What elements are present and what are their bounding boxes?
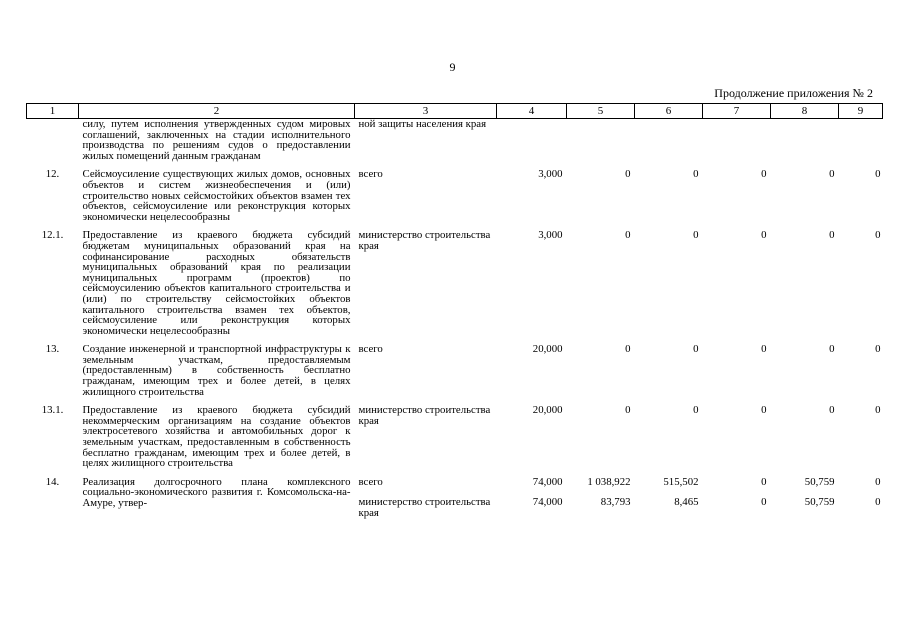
- row-value: 0: [761, 168, 767, 181]
- header-cell: 6: [635, 104, 703, 119]
- row-number: 12.1.: [41, 229, 64, 242]
- row-value: 0: [875, 404, 881, 417]
- row-value: [635, 119, 703, 162]
- row-executor: министерство строительства края: [358, 496, 491, 519]
- row-executor: всего: [358, 168, 383, 181]
- row-value: 0: [875, 229, 881, 242]
- row-number: 14.: [45, 475, 60, 488]
- annex-continuation-label: Продолжение приложения № 2: [714, 86, 873, 100]
- table-row: [27, 222, 883, 336]
- row-executor: министерство строительства края: [358, 229, 491, 252]
- row-value: 0: [875, 475, 881, 488]
- row-name: Предоставление из краевого бюджета субсидий бюджетам муниципальных образований края на софинансирование расходных обязательств муниципальных образований края по реализации муниципальных программ (проектов) по сейсмоусилению объектов капитального строительства и (или) по строительству сейсмостойких объектов капитального строительства взамен тех объектов, сейсмоусиление или реконструкция которых экономически нецелесообразны: [82, 229, 351, 337]
- row-value: 0: [625, 343, 631, 356]
- row-value: 50,759: [804, 475, 835, 488]
- row-value: 0: [693, 229, 699, 242]
- header-cell: 2: [79, 104, 355, 119]
- row-value: 0: [761, 343, 767, 356]
- table-row: [27, 119, 883, 162]
- row-value: 20,000: [532, 343, 563, 356]
- row-value: 3,000: [538, 168, 563, 181]
- row-value: 0: [761, 475, 767, 488]
- row-name: Предоставление из краевого бюджета субсидий некоммерческим организациям на создание объектов электросетевого хозяйства и автомобильных дорог к земельным участкам, предоставленным в собственность бесплатно гражданам, имеющим трех и более детей, в целях жилищного строительства: [82, 404, 351, 470]
- row-number: 12.: [45, 168, 60, 181]
- row-value: 8,465: [674, 496, 699, 509]
- row-value: [771, 119, 839, 162]
- row-value: [497, 119, 567, 162]
- header-cell: 1: [27, 104, 79, 119]
- row-value: 0: [829, 229, 835, 242]
- row-value: 0: [693, 168, 699, 181]
- row-value: 0: [761, 229, 767, 242]
- row-value: 0: [829, 404, 835, 417]
- row-value: 0: [829, 168, 835, 181]
- row-value: 0: [625, 404, 631, 417]
- row-value: 0: [875, 343, 881, 356]
- header-cell: 8: [771, 104, 839, 119]
- header-cell: 5: [567, 104, 635, 119]
- row-value: 83,793: [600, 496, 631, 509]
- row-value: [567, 119, 635, 162]
- header-cell: 3: [355, 104, 497, 119]
- table-header-row: [27, 104, 883, 119]
- page-number: 9: [449, 60, 456, 74]
- budget-table: [26, 103, 883, 519]
- row-value: 0: [761, 496, 767, 509]
- row-value: 0: [761, 404, 767, 417]
- row-executor: всего: [358, 343, 383, 356]
- row-name: Создание инженерной и транспортной инфраструктуры к земельным участкам, предоставляемым (предоставленным) в собственность бесплатно гражданам, имеющим трех и более детей, в целях жилищного строительства: [82, 343, 351, 398]
- table-row: [27, 397, 883, 469]
- row-executor: министерство строительства края: [358, 404, 491, 427]
- row-value: 0: [693, 343, 699, 356]
- row-number: 13.: [45, 343, 60, 356]
- row-executor: ной защиты населения края: [358, 118, 487, 130]
- row-value: 515,502: [663, 475, 699, 488]
- row-number: 13.1.: [41, 404, 64, 417]
- header-cell: 7: [703, 104, 771, 119]
- row-executor: всего: [358, 475, 383, 488]
- row-value: [839, 119, 883, 162]
- table-row: [27, 469, 883, 519]
- row-number: [27, 119, 79, 162]
- row-name: Реализация долгосрочного плана комплексного социально-экономического развития г. Комсомольска-на-Амуре, утвер-: [82, 475, 351, 509]
- row-value: 0: [829, 343, 835, 356]
- row-value: 74,000: [532, 496, 563, 509]
- row-value: [703, 119, 771, 162]
- row-value: 0: [625, 168, 631, 181]
- row-name: Сейсмоусиление существующих жилых домов, основных объектов и систем жизнеобеспечения и (или) строительство новых сейсмостойких объектов взамен тех объектов, сейсмоусиление или реконструкция которых экономически нецелесообразны: [82, 168, 351, 223]
- table-row: [27, 161, 883, 222]
- row-value: 20,000: [532, 404, 563, 417]
- row-value: 1 038,922: [587, 475, 631, 488]
- row-value: 0: [875, 168, 881, 181]
- row-value: 74,000: [532, 475, 563, 488]
- row-value: 50,759: [804, 496, 835, 509]
- row-value: 0: [693, 404, 699, 417]
- row-value: 3,000: [538, 229, 563, 242]
- header-cell: 9: [839, 104, 883, 119]
- row-value: 0: [875, 496, 881, 509]
- header-cell: 4: [497, 104, 567, 119]
- table-row: [27, 336, 883, 397]
- row-value: 0: [625, 229, 631, 242]
- row-name: силу, путем исполнения утвержденных судом мировых соглашений, заключенных на стадии исполнительного производства по решениям судов о предоставлении жилых помещений данным гражданам: [82, 118, 351, 162]
